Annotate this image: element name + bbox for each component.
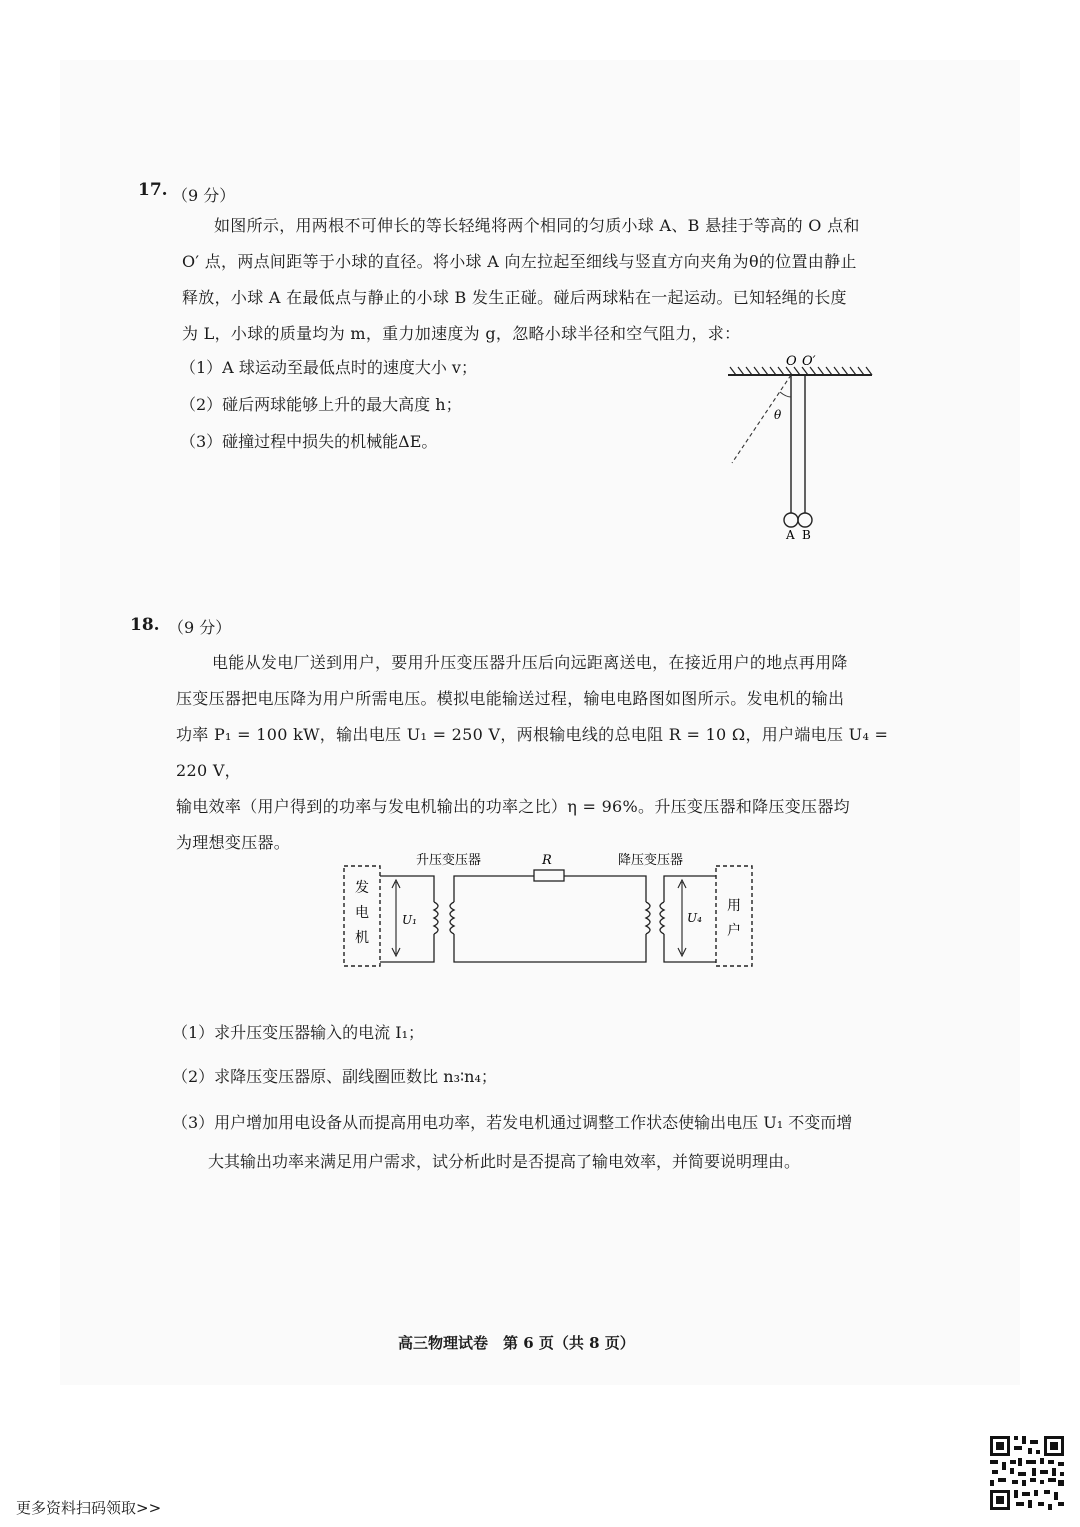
step-down-secondary-coil <box>660 902 664 934</box>
line-top-left <box>454 876 534 902</box>
q17-stem-line: 释放，小球 A 在最低点与静止的小球 B 发生正碰。碰后两球粘在一起运动。已知轻绳的长度 <box>182 288 847 307</box>
more-resources-link[interactable]: 更多资料扫码领取>> <box>16 1499 162 1517</box>
q18-stem-line: 电能从发电厂送到用户，要用升压变压器升压后向远距离送电，在接近用户的地点再用降 <box>212 653 848 672</box>
generator-char: 发 <box>355 880 369 896</box>
generator-char: 机 <box>355 930 369 946</box>
q18-sub-1: （1）求升压变压器输入的电流 I₁； <box>172 1023 425 1042</box>
label-a: A <box>786 528 795 542</box>
q18-number: 18. <box>130 615 160 635</box>
u1-label: U₁ <box>402 913 417 927</box>
q17-sub-1: （1）A 球运动至最低点时的速度大小 v； <box>180 358 477 377</box>
step-up-secondary-coil <box>450 902 454 934</box>
step-up-primary-top <box>380 876 434 902</box>
page-footer: 高三物理试卷 第 6 页（共 8 页） <box>398 1334 635 1352</box>
step-down-secondary-top <box>664 876 716 902</box>
q17-number: 17. <box>138 180 168 200</box>
step-down-primary-coil <box>646 902 650 934</box>
user-char: 户 <box>727 923 741 939</box>
theta-arc <box>780 392 791 397</box>
step-up-label: 升压变压器 <box>416 853 482 868</box>
step-down-label: 降压变压器 <box>618 853 684 868</box>
ball-b <box>798 513 812 527</box>
label-o-prime: O′ <box>802 354 816 369</box>
u4-label: U₄ <box>687 911 702 925</box>
resistor <box>534 870 564 881</box>
step-down-secondary-bottom <box>664 934 716 962</box>
q17-stem <box>182 208 912 352</box>
q17-pendulum-figure <box>720 345 890 545</box>
q17-stem-line: 为 L，小球的质量均为 m，重力加速度为 g，忽略小球半径和空气阻力，求： <box>182 324 741 343</box>
q17-stem-line: 如图所示，用两根不可伸长的等长轻绳将两个相同的匀质小球 A、B 悬挂于等高的 O 点和 <box>214 216 860 235</box>
displaced-string <box>732 375 791 463</box>
q18-stem <box>176 645 916 861</box>
q17-stem-line: O′ 点，两点间距等于小球的直径。将小球 A 向左拉起至细线与竖直方向夹角为θ的位置由静止 <box>182 252 857 271</box>
generator-char: 电 <box>355 905 369 921</box>
q17-sub-2: （2）碰后两球能够上升的最大高度 h； <box>180 395 462 414</box>
line-top-right <box>564 876 646 902</box>
q18-sub-3-line-1: （3）用户增加用电设备从而提高用电功率，若发电机通过调整工作状态使输出电压 U₁ 不变而增 <box>172 1113 853 1132</box>
qr-code-icon <box>988 1434 1066 1512</box>
ball-a <box>784 513 798 527</box>
q17-score: （9 分） <box>172 186 236 205</box>
user-char: 用 <box>727 898 741 914</box>
q18-score: （9 分） <box>168 618 232 637</box>
q17-sub-3: （3）碰撞过程中损失的机械能ΔE。 <box>180 432 438 451</box>
line-bottom <box>454 934 646 962</box>
label-b: B <box>802 528 811 542</box>
q18-stem-line: 压变压器把电压降为用户所需电压。模拟电能输送过程，输电电路图如图所示。发电机的输出 <box>176 689 845 708</box>
label-o: O <box>786 354 797 369</box>
q18-sub-2: （2）求降压变压器原、副线圈匝数比 n₃∶n₄； <box>172 1067 497 1086</box>
user-box <box>716 866 752 966</box>
q18-stem-line: 功率 P₁ = 100 kW，输出电压 U₁ = 250 V，两根输电线的总电阻 R = 10 Ω，用户端电压 U₄ = 220 V， <box>176 725 889 780</box>
q18-sub-3-line-2: 大其输出功率来满足用户需求，试分析此时是否提高了输电效率，并简要说明理由。 <box>208 1152 801 1171</box>
resistor-label: R <box>542 853 552 868</box>
step-up-primary-coil <box>434 902 438 934</box>
q18-stem-line: 输电效率（用户得到的功率与发电机输出的功率之比）η = 96%。升压变压器和降压变压器均 <box>176 797 850 816</box>
ceiling-hatch <box>728 367 872 375</box>
q18-circuit-figure <box>330 842 770 977</box>
label-theta: θ <box>774 408 782 422</box>
step-up-primary-bottom <box>380 934 434 962</box>
q18-stem-line: 为理想变压器。 <box>176 833 291 852</box>
